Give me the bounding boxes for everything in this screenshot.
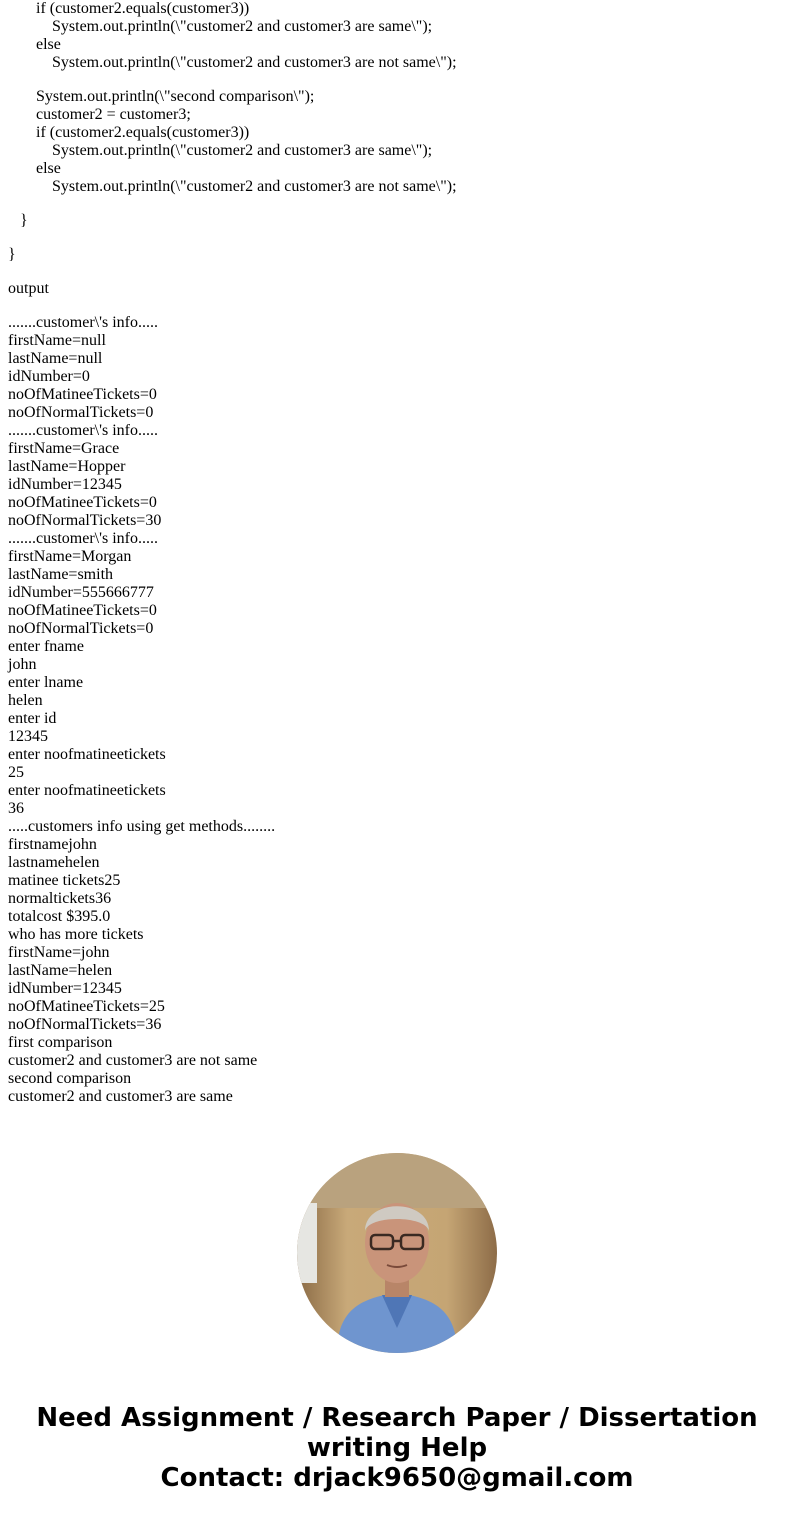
output-line: second comparison xyxy=(8,1070,132,1087)
output-line: noOfNormalTickets=36 xyxy=(8,1016,162,1033)
output-line: firstName=Grace xyxy=(8,440,120,457)
output-line: enter noofmatineetickets xyxy=(8,746,166,763)
author-photo xyxy=(297,1153,497,1353)
output-line: .....customers info using get methods........ xyxy=(8,818,276,835)
code-line: System.out.println(\"second comparison\"); xyxy=(36,88,315,105)
output-line: 12345 xyxy=(8,728,48,745)
code-line: } xyxy=(8,246,16,263)
output-line: lastnamehelen xyxy=(8,854,100,871)
output-line: matinee tickets25 xyxy=(8,872,121,889)
code-line: else xyxy=(36,36,61,53)
output-line: enter fname xyxy=(8,638,84,655)
output-line: lastName=null xyxy=(8,350,103,367)
program-output xyxy=(8,314,275,1106)
code-line: else xyxy=(36,160,61,177)
output-line: firstnamejohn xyxy=(8,836,97,853)
output-line: noOfMatineeTickets=0 xyxy=(8,494,157,511)
footer-line-1: Need Assignment / Research Paper / Dissertation xyxy=(36,1403,758,1433)
output-line: 36 xyxy=(8,800,24,817)
output-line: noOfNormalTickets=30 xyxy=(8,512,162,529)
output-line: customer2 and customer3 are not same xyxy=(8,1052,258,1069)
output-heading: output xyxy=(8,280,49,297)
output-line: enter id xyxy=(8,710,57,727)
contact-email: Contact: drjack9650@gmail.com xyxy=(160,1463,634,1493)
output-line: firstName=null xyxy=(8,332,106,349)
output-line: customer2 and customer3 are same xyxy=(8,1088,233,1105)
output-line: enter lname xyxy=(8,674,84,691)
output-line: normaltickets36 xyxy=(8,890,112,907)
output-line: who has more tickets xyxy=(8,926,144,943)
output-line: firstName=Morgan xyxy=(8,548,132,565)
output-line: lastName=Hopper xyxy=(8,458,126,475)
footer-line-2: writing Help xyxy=(306,1433,488,1463)
output-line: 25 xyxy=(8,764,24,781)
code-line: System.out.println(\"customer2 and customer3 are same\"); xyxy=(52,18,433,35)
code-line: if (customer2.equals(customer3)) xyxy=(36,0,250,17)
output-line: john xyxy=(8,656,37,673)
output-line: idNumber=12345 xyxy=(8,476,122,493)
output-line: firstName=john xyxy=(8,944,110,961)
output-line: noOfMatineeTickets=0 xyxy=(8,386,157,403)
output-line: lastName=helen xyxy=(8,962,113,979)
output-line: idNumber=12345 xyxy=(8,980,122,997)
output-line: noOfNormalTickets=0 xyxy=(8,404,154,421)
output-line: .......customer\'s info..... xyxy=(8,314,158,331)
output-line: totalcost $395.0 xyxy=(8,908,111,925)
output-line: noOfMatineeTickets=0 xyxy=(8,602,157,619)
code-line: if (customer2.equals(customer3)) xyxy=(36,124,250,141)
output-line: enter noofmatineetickets xyxy=(8,782,166,799)
code-line: System.out.println(\"customer2 and customer3 are not same\"); xyxy=(52,54,457,71)
person-portrait-icon xyxy=(297,1153,497,1353)
output-line: helen xyxy=(8,692,43,709)
contact-banner xyxy=(0,1403,794,1493)
code-line: customer2 = customer3; xyxy=(36,106,191,123)
code-line: System.out.println(\"customer2 and customer3 are same\"); xyxy=(52,142,433,159)
output-line: noOfMatineeTickets=25 xyxy=(8,998,165,1015)
output-line: noOfNormalTickets=0 xyxy=(8,620,154,637)
code-line: System.out.println(\"customer2 and customer3 are not same\"); xyxy=(52,178,457,195)
output-line: .......customer\'s info..... xyxy=(8,530,158,547)
output-line: idNumber=555666777 xyxy=(8,584,154,601)
output-line: lastName=smith xyxy=(8,566,114,583)
output-line: idNumber=0 xyxy=(8,368,90,385)
code-line: } xyxy=(20,212,28,229)
output-line: first comparison xyxy=(8,1034,113,1051)
output-line: .......customer\'s info..... xyxy=(8,422,158,439)
